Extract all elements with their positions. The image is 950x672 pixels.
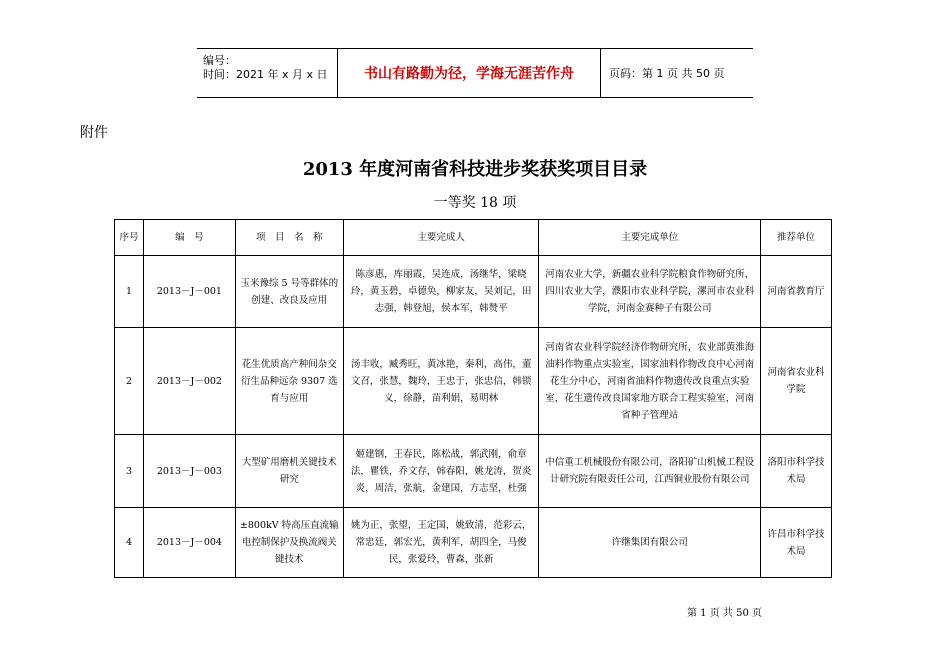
col-header-no: 序号	[115, 220, 144, 256]
time-label: 时间：2021 年 x 月 x 日	[203, 68, 328, 81]
cell-people	[343, 508, 539, 578]
attachment-label: 附件	[80, 125, 108, 141]
cell-units: 许继集团有限公司	[539, 508, 761, 578]
col-header-code: 编 号	[143, 220, 235, 256]
cell-no: 1	[115, 256, 144, 328]
table-row	[115, 328, 832, 435]
table-row	[115, 508, 832, 578]
col-header-recommender: 推荐单位	[761, 220, 832, 256]
header-meta	[197, 49, 338, 97]
table-row	[115, 256, 832, 328]
document-subtitle: 一等奖 18 项	[433, 195, 517, 211]
page-header	[197, 48, 753, 98]
cell-people: 姬建钢，王春民，陈松战，郭武刚，俞章法，瞿铁，乔文存，韩春阳，姚龙涛，贺炎炎，周洁，张航，金建国，方志坚，杜强	[343, 435, 539, 508]
cell-no: 2	[115, 328, 144, 435]
people-clip: 姚为正，张望，王定国，姚致清，范彩云，常忠廷，郭宏光，黄利军，胡四全，马俊民，张爱玲，曹森，张新	[350, 520, 532, 565]
cell-people: 汤丰收，臧秀旺，黄冰艳，秦利，高伟，董文召，张慧，魏玲，王忠于，张忠信，韩锁义，徐静，苗利娟，易明林	[343, 328, 539, 435]
cell-name: 玉米豫综 5 号等群体的创建、改良及应用	[235, 256, 343, 328]
cell-code: 2013－J－004	[143, 508, 235, 578]
cell-recommender: 许昌市科学技术局	[761, 508, 832, 578]
cell-name: 花生优质高产种间杂交衍生品种远杂 9307 选育与应用	[235, 328, 343, 435]
cell-recommender: 河南省教育厅	[761, 256, 832, 328]
table-header-row	[115, 220, 832, 256]
cell-no: 4	[115, 508, 144, 578]
cell-units: 中信重工机械股份有限公司，洛阳矿山机械工程设计研究院有限责任公司，江西铜业股份有限公司	[539, 435, 761, 508]
cell-units: 河南省农业科学院经济作物研究所，农业部黄淮海油料作物重点实验室，国家油料作物改良中心河南花生分中心，河南省油料作物遗传改良重点实验室，花生遗传改良国家地方联合工程实验室，河南省种子管理站	[539, 328, 761, 435]
cell-people: 陈彦惠，库丽霞，吴连成，汤继华，梁晓玲，黄玉碧，卓德奂，柳家友，吴刘记，田志强，韩登旭，侯本军，韩赞平	[343, 256, 539, 328]
page-label: 页码：第 1 页 共 50 页	[609, 67, 725, 80]
document-title: 2013 年度河南省科技进步奖获奖项目目录	[302, 159, 648, 180]
motto: 书山有路勤为径，学海无涯苦作舟	[338, 49, 601, 97]
cell-no: 3	[115, 435, 144, 508]
cell-code: 2013－J－002	[143, 328, 235, 435]
table-row	[115, 435, 832, 508]
cell-recommender: 洛阳市科学技术局	[761, 435, 832, 508]
cell-name: 大型矿用磨机关键技术研究	[235, 435, 343, 508]
cell-code: 2013－J－001	[143, 256, 235, 328]
page-footer: 第 1 页 共 50 页	[687, 608, 762, 619]
code-label: 编号：	[203, 54, 236, 67]
cell-recommender: 河南省农业科学院	[761, 328, 832, 435]
col-header-units: 主要完成单位	[539, 220, 761, 256]
cell-code: 2013－J－003	[143, 435, 235, 508]
cell-name: ±800kV 特高压直流输电控制保护及换流阀关键技术	[235, 508, 343, 578]
award-table	[114, 219, 832, 578]
cell-units: 河南农业大学，新疆农业科学院粮食作物研究所，四川农业大学，濮阳市农业科学院，漯河市农业科学院，河南金赛种子有限公司	[539, 256, 761, 328]
col-header-name: 项 目 名 称	[235, 220, 343, 256]
col-header-people: 主要完成人	[343, 220, 539, 256]
